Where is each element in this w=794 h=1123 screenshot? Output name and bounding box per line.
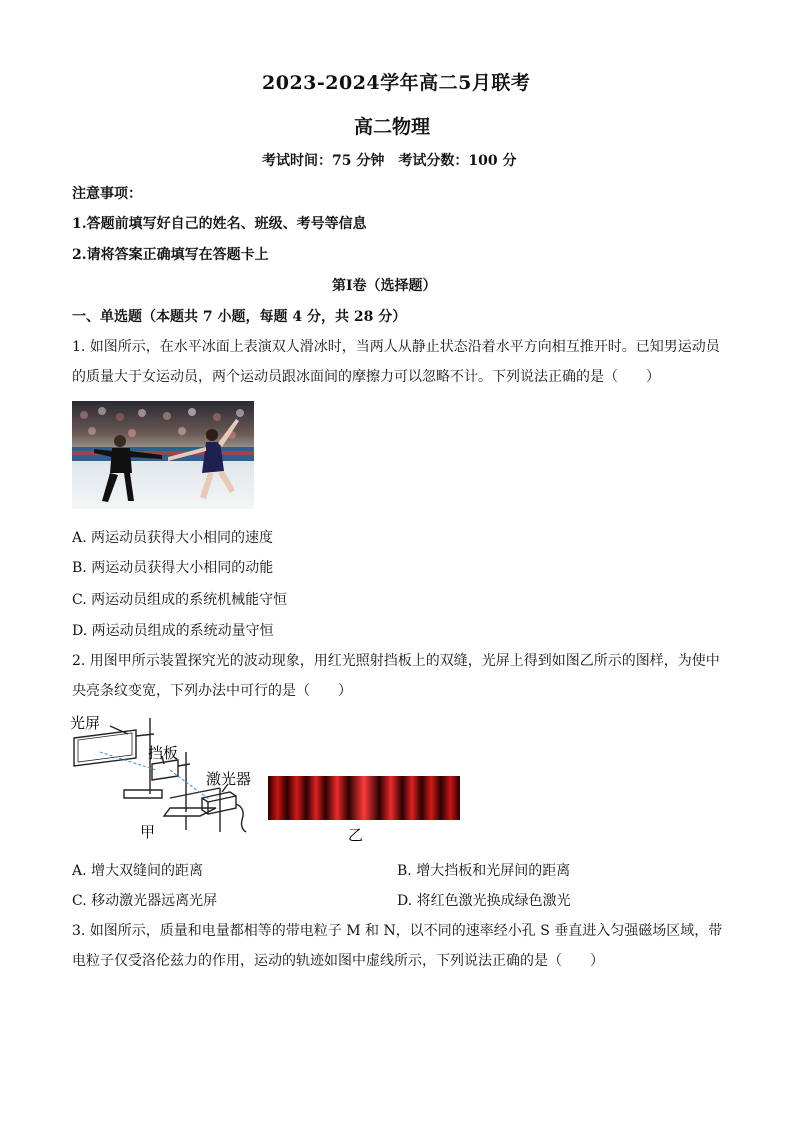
question-1-option-c[interactable]: C. 两运动员组成的系统机械能守恒: [72, 592, 288, 608]
baffle-label: 挡板: [148, 744, 179, 762]
figure-caption-yi: 乙: [348, 826, 364, 844]
question-2-line-1: 2. 用图甲所示装置探究光的波动现象，用红光照射挡板上的双缝，光屏上得到如图乙所示的图样，为使中: [72, 653, 720, 669]
question-1-option-a[interactable]: A. 两运动员获得大小相同的速度: [72, 530, 274, 546]
subject-title: 高二物理: [354, 116, 431, 138]
question-2-option-c[interactable]: C. 移动激光器远离光屏: [72, 893, 218, 909]
question-1-line-2: 的质量大于女运动员，两个运动员跟冰面间的摩擦力可以忽略不计。下列说法正确的是（ ）: [72, 369, 660, 385]
interference-fringes: [268, 776, 460, 820]
question-2-option-a[interactable]: A. 增大双缝间的距离: [72, 863, 204, 879]
laser-box: [202, 792, 236, 814]
question-1-line-1: 1. 如图所示，在水平冰面上表演双人滑冰时，当两人从静止状态沿着水平方向相互推开时。已知男运动员: [72, 339, 720, 355]
notes-heading: 注意事项：: [72, 186, 142, 202]
figure-caption-jia: 甲: [140, 823, 156, 841]
question-2-line-2: 央亮条纹变宽，下列办法中可行的是（ ）: [72, 683, 352, 699]
light-screen: [74, 730, 136, 766]
question-2-option-d[interactable]: D. 将红色激光换成绿色激光: [397, 893, 571, 909]
volume-heading: 第Ⅰ卷（选择题）: [332, 278, 437, 294]
laser-label: 激光器: [206, 770, 252, 788]
question-3-line-2: 电粒子仅受洛伦兹力的作用，运动的轨迹如图中虚线所示，下列说法正确的是（ ）: [72, 953, 604, 969]
question-3-line-1: 3. 如图所示，质量和电量都相等的带电粒子 M 和 N，以不同的速率经小孔 S 垂直进入匀强磁场区域，带: [72, 923, 723, 939]
baffle-plate: [152, 760, 178, 780]
figure-skating-photo: [72, 401, 254, 509]
exam-info: 考试时间：75 分钟 考试分数：100 分: [262, 153, 517, 169]
apparatus-diagram: [70, 712, 470, 847]
screen-label: 光屏: [70, 714, 101, 732]
part-heading: 一、单选题（本题共 7 小题，每题 4 分，共 28 分）: [72, 309, 407, 325]
double-slit-figure: [70, 712, 470, 847]
exam-title: 2023-2024学年高二5月联考: [262, 72, 531, 94]
question-1-option-b[interactable]: B. 两运动员获得大小相同的动能: [72, 560, 274, 576]
note-item: 1.答题前填写好自己的姓名、班级、考号等信息: [72, 216, 367, 232]
note-item: 2.请将答案正确填写在答题卡上: [72, 247, 269, 263]
question-1-option-d[interactable]: D. 两运动员组成的系统动量守恒: [72, 623, 274, 639]
question-2-option-b[interactable]: B. 增大挡板和光屏间的距离: [397, 863, 571, 879]
